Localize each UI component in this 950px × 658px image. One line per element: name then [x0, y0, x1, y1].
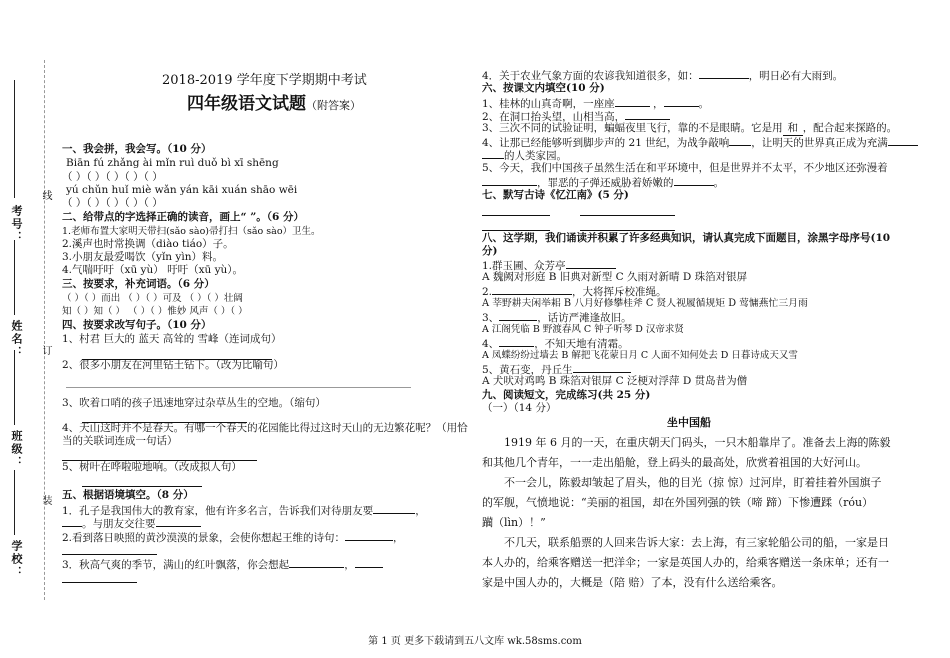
s6-item-5-cont: ，罪恶的子弹还威胁着娇嫩的 。 — [482, 175, 724, 190]
para-2: 不一会儿，陈毅却皱起了眉头，他的目光（掠 惊）过河岸，盯着挂着外国旗子 — [504, 476, 882, 489]
section-4-heading: 四、按要求改写句子。（10 分） — [62, 319, 212, 331]
s2-item-3: 3.小朋友最爱喝饮（yǐn yìn）料。 — [62, 251, 223, 263]
s2-item-1: 1.老师布置大家明天带扫(sǎo sào)帚打扫（sǎo sào）卫生。 — [62, 226, 321, 237]
s6-blank-2[interactable] — [664, 96, 699, 107]
s5-blank-4[interactable] — [345, 530, 393, 541]
s5-item-1-cont: 。与朋友交往要 — [62, 516, 201, 531]
s8-blank-1[interactable] — [566, 258, 616, 269]
s8-q5-options[interactable]: A 犬吠对鸡鸣 B 珠箔对银屏 C 泛梗对浮萍 D 贯岛昔为僧 — [482, 375, 748, 387]
s4-item-2: 2、很多小朋友在河里钻土钻下。（改为比喻句） — [62, 359, 284, 371]
para-3: 不几天，联系船票的人回来告诉大家：去上海，有三家轮船公司的船，一家是日 — [504, 536, 889, 549]
para-1: 1919 年 6 月的一天，在重庆朝天门码头，一只木船靠岸了。准备去上海的陈毅 — [504, 436, 891, 449]
q4-blank[interactable] — [699, 68, 749, 79]
s6-blank-4[interactable]: 和 — [783, 122, 803, 136]
reading-title: 坐中国船 — [667, 416, 711, 429]
reading-part-1: （一）（14 分） — [482, 402, 557, 414]
s4-item-1: 1、村君 巨大的 蓝天 高耸的 雪峰（连词成句） — [62, 333, 282, 345]
s8-blank-3[interactable] — [499, 310, 537, 321]
answer-boxes-2: （ ）（ ）（ ）（ ）（ ） — [62, 197, 163, 209]
page-footer: 第 1 页 更多下载请到五八文库 wk.58sms.com — [368, 636, 582, 647]
exam-subtitle: 四年级语文试题（附答案） — [187, 94, 361, 114]
s5-blank-8[interactable] — [62, 572, 137, 583]
poem-line-2[interactable] — [580, 205, 675, 216]
s8-q2: 2. ，大将挥斥校准绳。 — [482, 286, 667, 298]
s2-item-4: 4.气喘吁吁（xū yù） 吁吁（xū yù）。 — [62, 264, 244, 276]
s6-blank-3[interactable] — [625, 109, 670, 120]
section-7-heading: 七、默写古诗《忆江南》(5 分) — [482, 189, 629, 201]
section-2-heading: 二、给带点的字选择正确的读音，画上“ ”。（6 分） — [62, 211, 304, 223]
s4-item-4: 4、天山这时并不是春天。有哪一个春天的花园能比得过这时天山的无边繁花呢？（用恰 — [62, 422, 468, 434]
section-5-heading: 五、根据语境填空。（8 分） — [62, 489, 194, 501]
section-1-heading: 一、我会拼，我会写。（10 分） — [62, 143, 212, 155]
s6-item-2: 2、在洞口抬头望，山相当高， — [482, 109, 670, 124]
s8-q3: 3、 ，话访严滩逢故旧。 — [482, 312, 632, 324]
label-banji: 班级： — [10, 430, 23, 469]
label-xuexiao: 学校： — [10, 540, 23, 579]
s8-q4-options[interactable]: A 凤蝶纷纷过墙去 B 解把飞花蒙日月 C 人面不知何处去 D 日暮诗成天又雪 — [482, 350, 798, 361]
xuexiao-line — [14, 470, 15, 535]
s3-row-2: 知（ ）知（ ） （ ）（ ）惟妙 风声（ ）（ ） — [62, 306, 248, 317]
section-8-heading: 八、这学期，我们诵读并积累了许多经典知识，请认真完成下面题目，涂黑字母序号(10 — [482, 232, 891, 244]
s6-item-5: 5、今天，我们中国孩子虽然生活在和平环境中，但是世界并不太平，不少地区还弥漫着 — [482, 162, 888, 174]
s5-item-2: 2.看到落日映照的黄沙漠漠的景象，会使你想起王维的诗句： ， — [62, 532, 404, 544]
s8-q1: 1.群玉圃、众芳亭 — [482, 258, 616, 273]
poem-line-1[interactable] — [482, 205, 550, 216]
label-kaohao: 考号： — [10, 205, 23, 244]
s3-row-1: （ ）（ ）而出 （ ）（ ）可及 （ ）（ ）壮阔 — [62, 293, 243, 304]
poem-line-4[interactable] — [580, 220, 675, 231]
mark-xian: 线 — [40, 190, 51, 202]
kaohao-line — [14, 80, 15, 198]
xingming-line — [14, 240, 15, 315]
s6-blank-9[interactable] — [674, 175, 714, 186]
pinyin-row-1: Biān fú zhǎng ài mǐn ruì duǒ bì xī shēng — [66, 157, 279, 169]
s8-q3-options[interactable]: A 江阁凭临 B 野渡春风 C 钟子听琴 D 汉帝求贤 — [482, 324, 684, 335]
section-6-heading: 六、按课文内填空(10 分) — [482, 82, 605, 94]
s5-blank-7[interactable] — [355, 557, 383, 568]
s8-blank-2[interactable] — [492, 284, 572, 295]
s6-blank-6[interactable] — [888, 135, 918, 146]
s6-blank-1[interactable] — [615, 96, 650, 107]
exam-title: 2018-2019 学年度下学期期中考试 — [162, 73, 367, 88]
poem-line-3[interactable] — [482, 220, 550, 231]
s5-blank-3[interactable] — [156, 516, 201, 527]
para-1-cont: 和其他几个青年，一一走出船舱，登上码头的最高处，欣赏着祖国的大好河山。 — [482, 456, 867, 469]
s6-item-4: 4、让那已经能够听到脚步声的 21 世纪，为战争敲响 ，让明天的世界真正成为充满 — [482, 135, 918, 150]
s4-answer-line-5[interactable] — [82, 476, 202, 487]
label-xingming: 姓名： — [10, 320, 23, 359]
mark-ding: 订 — [40, 345, 51, 357]
s5-blank-5[interactable] — [62, 544, 157, 555]
s5-blank-2[interactable] — [62, 516, 82, 527]
s6-item-3: 3、三次不同的试验证明，蝙蝠夜里飞行，靠的不是眼睛。它是用 和 ，配合起来探路的。 — [482, 122, 898, 134]
s8-q2-options[interactable]: A 莘野耕夫闲举耜 B 八月好修攀桂斧 C 贤人视履循规矩 D 莺慵燕忙三月雨 — [482, 298, 808, 309]
mark-zhuang: 装 — [40, 495, 51, 507]
para-2-cont2: 躏（lìn）！” — [482, 516, 546, 529]
s6-item-1: 1、桂林的山真奇啊，一座座 ， 。 — [482, 98, 710, 110]
para-3-cont: 本人办的，给乘客赠送一把洋伞；一家是英国人办的，给乘客赠送一条床单；还有一 — [482, 556, 889, 569]
s8-q4: 4、 ，不知天地有清霜。 — [482, 338, 629, 350]
s6-blank-8[interactable] — [482, 175, 537, 186]
s4-answer-line-4[interactable] — [62, 450, 257, 461]
s6-item-4-cont: 的人类家园。 — [482, 148, 567, 163]
s4-answer-line-2[interactable] — [66, 387, 411, 388]
pinyin-row-2: yú chǔn huǐ miè wǎn yán kāi xuán shāo wēi — [66, 184, 298, 196]
s5-blank-1[interactable] — [373, 503, 415, 514]
s8-q5: 5、黄石变，丹丘生 — [482, 362, 631, 377]
section-9-heading: 九、阅读短文，完成练习(共 25 分) — [482, 389, 651, 401]
s8-blank-5[interactable] — [573, 362, 631, 373]
q4-farming-proverb: 4．关于农业气象方面的农谚我知道很多，如： ，明日必有大雨到。 — [482, 70, 844, 82]
s4-item-4-cont: 当的关联词连成一句话） — [62, 435, 178, 447]
s5-item-3: 3．秋高气爽的季节，满山的红叶飘落，你会想起 ， — [62, 557, 383, 572]
answer-boxes-1: （ ）（ ）（ ）（ ）（ ） — [62, 171, 163, 183]
s5-item-1: 1．孔子是我国伟大的教育家，他有许多名言，告诉我们对待朋友要 ， — [62, 505, 426, 517]
s2-item-2: 2.溪声也时常换调（diào tiáo）子。 — [62, 238, 234, 250]
s5-blank-6[interactable] — [289, 557, 344, 568]
s8-blank-4[interactable] — [499, 336, 534, 347]
para-2-cont: 的军舰，气愤地说：“美丽的祖国，却在外国列强的铁（啼 蹄）下惨遭蹂（róu） — [482, 496, 874, 509]
s6-blank-5[interactable] — [729, 135, 751, 146]
binding-dashed-line — [44, 60, 45, 600]
s6-blank-7[interactable] — [482, 148, 504, 159]
section-8-heading-cont: 分) — [482, 245, 498, 257]
banji-line — [14, 350, 15, 425]
s4-item-5: 5、树叶在哗啦啦地响。（改成拟人句） — [62, 461, 242, 473]
para-3-cont2: 家是中国人办的，大概是（陪 赔）了本，没有什么送给乘客。 — [482, 576, 783, 589]
s8-q1-options[interactable]: A 魏阙对形庭 B 旧典对新型 C 久雨对新晴 D 珠箔对银屏 — [482, 271, 748, 283]
section-3-heading: 三、按要求，补充词语。（6 分） — [62, 278, 215, 290]
s4-item-3: 3、吹着口哨的孩子迅速地穿过杂草丛生的空地。（缩句） — [62, 397, 326, 409]
